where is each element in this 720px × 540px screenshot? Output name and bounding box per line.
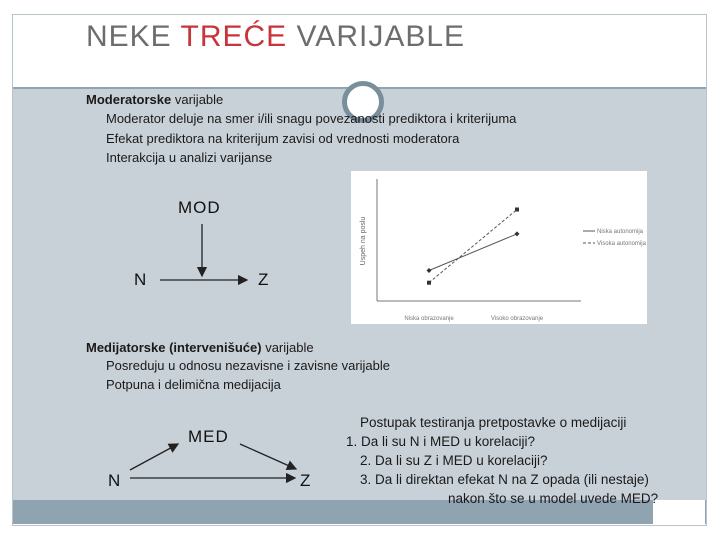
moderator-line-2: Efekat prediktora na kriterijum zavisi od vrednosti moderatora: [106, 131, 460, 146]
moderator-line-3: Interakcija u analizi varijanse: [106, 150, 273, 165]
chart-legend-label: Visoka autonomija: [597, 241, 646, 247]
slide-title: NEKE TREĆE VARIJABLE: [86, 20, 466, 53]
mediator-line-1: Posreduju u odnosu nezavisne i zavisne varijable: [106, 358, 391, 373]
interaction-chart: [351, 171, 647, 324]
procedure-line-5: nakon što se u model uvede MED?: [448, 491, 659, 506]
chart-y-label: Uspeh na poslu: [360, 216, 367, 266]
med-to-z-arrow: [240, 444, 296, 469]
diagram-med-label: MED: [188, 427, 229, 446]
diagram-med-n-label: N: [108, 471, 122, 490]
mediator-heading: Medijatorske (intervenišuće) varijable: [86, 340, 314, 355]
procedure-line-3: 2. Da li su Z i MED u korelaciji?: [360, 453, 548, 468]
chart-x-tick-label: Niska obrazovanje: [404, 316, 454, 322]
diagram-mod-label: MOD: [178, 198, 221, 217]
chart-point: [515, 231, 520, 236]
moderator-line-1: Moderator deluje na smer i/ili snagu povezanosti prediktora i kriterijuma: [106, 111, 517, 126]
chart-svg: [351, 171, 647, 324]
chart-x-tick-label: Visoko obrazovanje: [490, 316, 544, 322]
diagram-med-z-label: Z: [300, 471, 312, 490]
procedure-line-1: Postupak testiranja pretpostavke o medijaciji: [360, 415, 627, 430]
procedure-line-2: 1. Da li su N i MED u korelaciji?: [346, 434, 536, 449]
chart-series-line: [429, 210, 517, 283]
procedure-line-4: 3. Da li direktan efekat N na Z opada (ili nestaje): [360, 472, 649, 487]
diagram-z-label: Z: [258, 270, 270, 289]
title-accent: TREĆE: [180, 20, 288, 53]
diagram-n-label: N: [134, 270, 148, 289]
moderator-heading: Moderatorske varijable: [86, 92, 224, 107]
n-to-med-arrow: [130, 444, 178, 470]
chart-point: [427, 281, 431, 285]
chart-point: [515, 208, 519, 212]
chart-legend-label: Niska autonomija: [597, 229, 644, 235]
mediator-line-2: Potpuna i delimična medijacija: [106, 377, 281, 392]
chart-series-line: [429, 234, 517, 271]
chart-point: [427, 268, 432, 273]
